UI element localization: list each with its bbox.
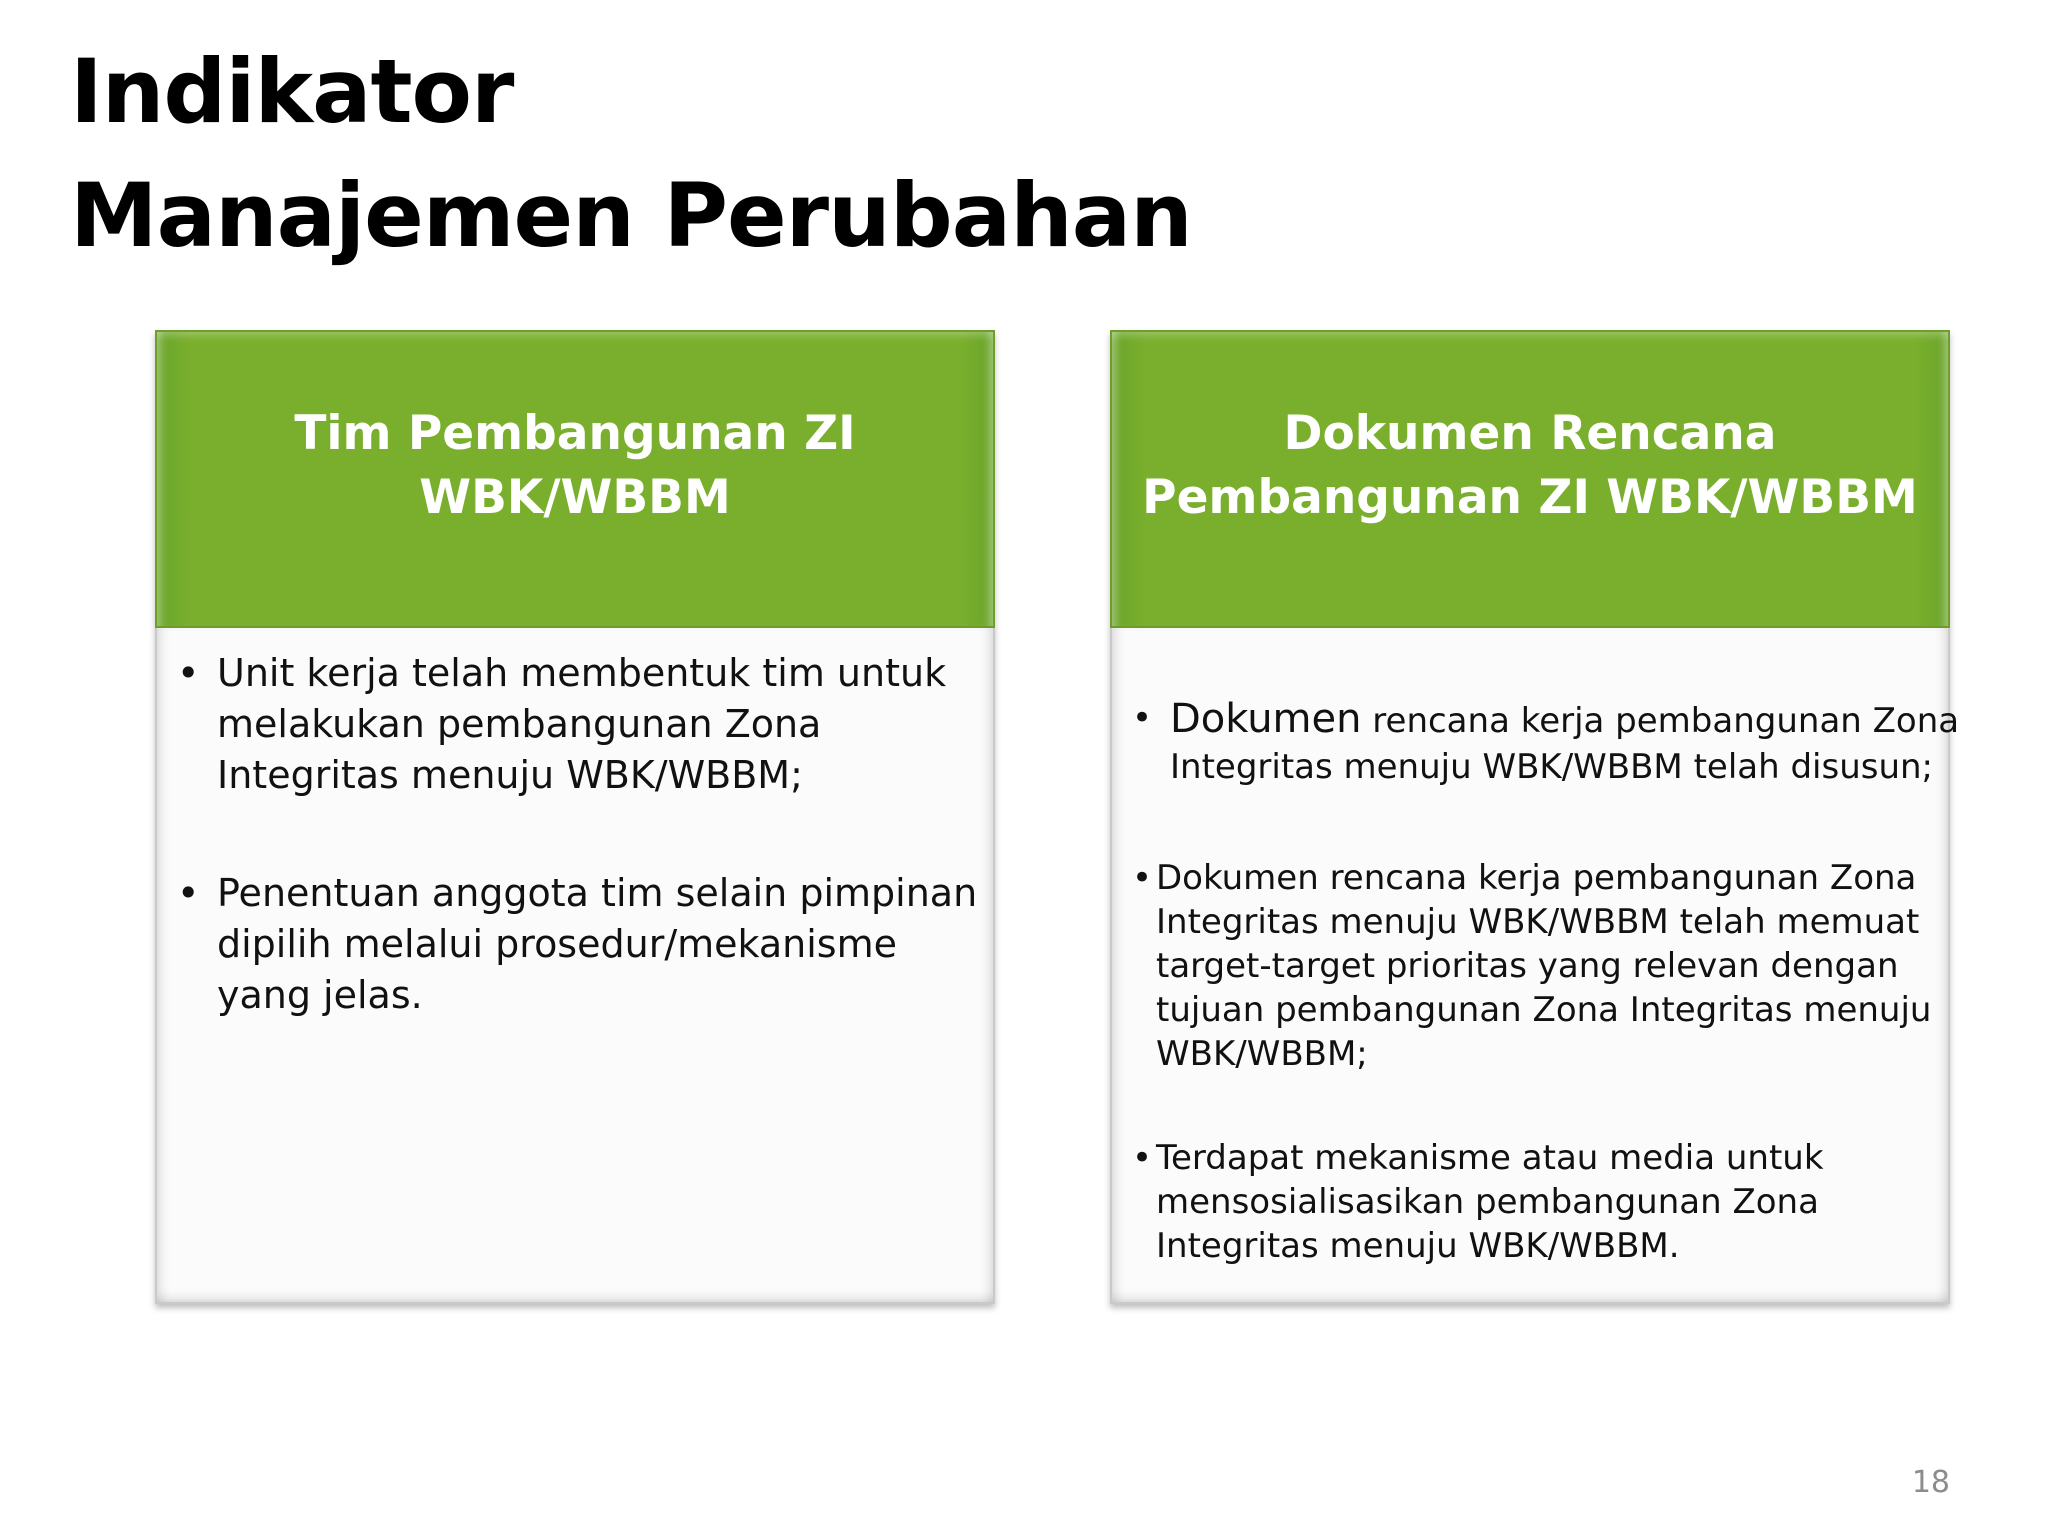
bullet-lead-rest: rencana kerja pembangunan Zona <box>1361 701 1960 741</box>
bullet-line: Dokumen rencana kerja pembangunan Zona <box>1156 858 1917 898</box>
panel-header <box>155 330 995 628</box>
bullet-line: Integritas menuju WBK/WBBM telah memuat <box>1156 902 1920 942</box>
bullet-text <box>1156 1136 1932 1268</box>
panel-body <box>1110 628 1960 1304</box>
bullet-text <box>1170 696 1960 790</box>
panel-header <box>1110 330 1950 628</box>
bullet-line: mensosialisasikan pembangunan Zona <box>1156 1182 1819 1222</box>
slide-title-line-2: Manajemen Perubahan <box>70 164 1192 267</box>
bullet-text <box>217 648 967 801</box>
bullet-line: Penentuan anggota tim selain pimpinan <box>217 871 978 915</box>
bullet-line: target-target prioritas yang relevan dengan <box>1156 946 1899 986</box>
bullet-line: Integritas menuju WBK/WBBM; <box>217 753 803 797</box>
panel-header-line-2: WBK/WBBM <box>419 470 731 525</box>
bullet-dot: • <box>1132 698 1153 738</box>
bullet-item <box>177 868 978 1021</box>
bullet-line: melakukan pembangunan Zona <box>217 702 822 746</box>
panel-body <box>155 628 995 1304</box>
bullet-dot: • <box>177 651 200 695</box>
panel-tim-pembangunan <box>155 330 995 1304</box>
bullet-item <box>177 648 967 801</box>
bullet-line: Integritas menuju WBK/WBBM. <box>1156 1226 1680 1266</box>
bullet-text <box>217 868 978 1021</box>
bullet-line: tujuan pembangunan Zona Integritas menuju <box>1156 990 1932 1030</box>
panel-dokumen-rencana <box>1110 330 1960 1304</box>
bullet-item <box>1132 696 1960 790</box>
slide-title <box>70 30 1192 278</box>
bullet-text <box>1156 856 1932 1076</box>
panel-header-text <box>294 402 855 556</box>
bullet-dot: • <box>1132 1138 1153 1178</box>
bullet-line: yang jelas. <box>217 973 423 1017</box>
bullet-dot: • <box>1132 858 1153 898</box>
bullet-line: Unit kerja telah membentuk tim untuk <box>217 651 947 695</box>
bullet-lead-word: Dokumen <box>1170 696 1362 742</box>
bullet-line: Terdapat mekanisme atau media untuk <box>1156 1138 1824 1178</box>
bullet-line: Integritas menuju WBK/WBBM telah disusun; <box>1170 747 1934 787</box>
bullet-line: WBK/WBBM; <box>1156 1034 1368 1074</box>
bullet-item <box>1132 1136 1932 1268</box>
bullet-item <box>1132 856 1932 1076</box>
panel-header-line-2: Pembangunan ZI WBK/WBBM <box>1142 470 1918 525</box>
panel-header-line-1: Tim Pembangunan ZI <box>294 406 856 461</box>
page-number: 18 <box>1911 1465 1950 1500</box>
bullet-line: dipilih melalui prosedur/mekanisme <box>217 922 897 966</box>
slide-title-line-1: Indikator <box>70 40 514 143</box>
bullet-line <box>1170 696 1960 744</box>
panel-header-line-1: Dokumen Rencana <box>1283 406 1777 461</box>
bullet-dot: • <box>177 871 200 915</box>
panel-header-text <box>1142 402 1918 556</box>
